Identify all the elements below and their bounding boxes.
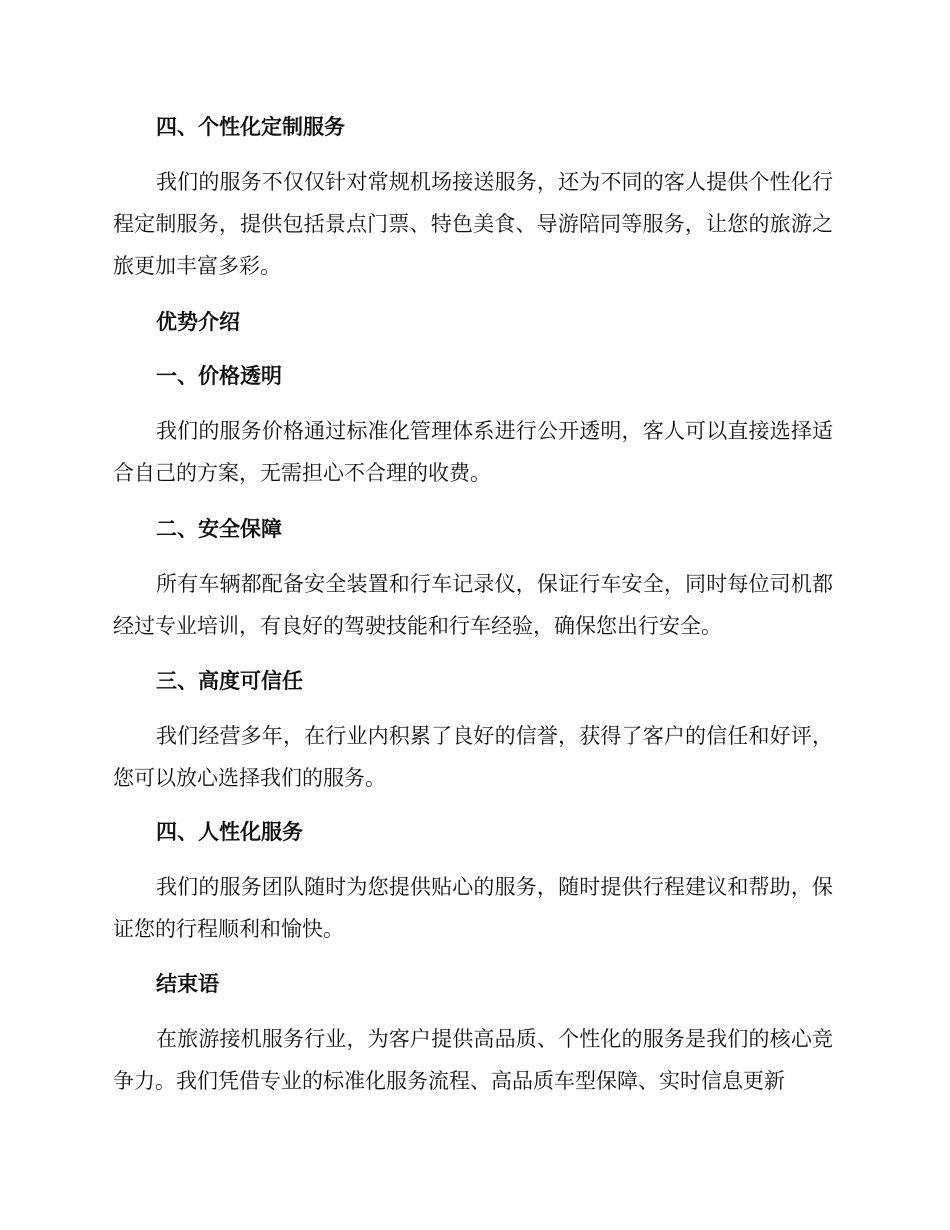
section-heading-personalized-service: 四、个性化定制服务 bbox=[156, 115, 345, 139]
paragraph-personalized-service: 我们的服务不仅仅针对常规机场接送服务，还为不同的客人提供个性化行程定制服务，提供包括景点门票、特色美食、导游陪同等服务，让您的旅游之旅更加丰富多彩。 bbox=[113, 170, 833, 278]
section-heading-humanized-service: 四、人性化服务 bbox=[156, 820, 303, 844]
paragraph-trust: 我们经营多年，在行业内积累了良好的信誉，获得了客户的信任和好评，您可以放心选择我们的服务。 bbox=[113, 724, 833, 790]
paragraph-safety: 所有车辆都配备安全装置和行车记录仪，保证行车安全，同时每位司机都经过专业培训，有良好的驾驶技能和行车经验，确保您出行安全。 bbox=[113, 572, 833, 638]
section-heading-safety: 二、安全保障 bbox=[156, 517, 282, 541]
paragraph-price-transparency: 我们的服务价格通过标准化管理体系进行公开透明，客人可以直接选择适合自己的方案，无需担心不合理的收费。 bbox=[113, 419, 833, 485]
section-heading-advantages: 优势介绍 bbox=[156, 310, 240, 334]
section-heading-conclusion: 结束语 bbox=[156, 972, 219, 996]
section-heading-price-transparency: 一、价格透明 bbox=[156, 364, 282, 388]
paragraph-humanized-service: 我们的服务团队随时为您提供贴心的服务，随时提供行程建议和帮助，保证您的行程顺利和愉快。 bbox=[113, 875, 833, 941]
paragraph-conclusion: 在旅游接机服务行业，为客户提供高品质、个性化的服务是我们的核心竞争力。我们凭借专业的标准化服务流程、高品质车型保障、实时信息更新 bbox=[113, 1027, 833, 1093]
section-heading-trust: 三、高度可信任 bbox=[156, 669, 303, 693]
